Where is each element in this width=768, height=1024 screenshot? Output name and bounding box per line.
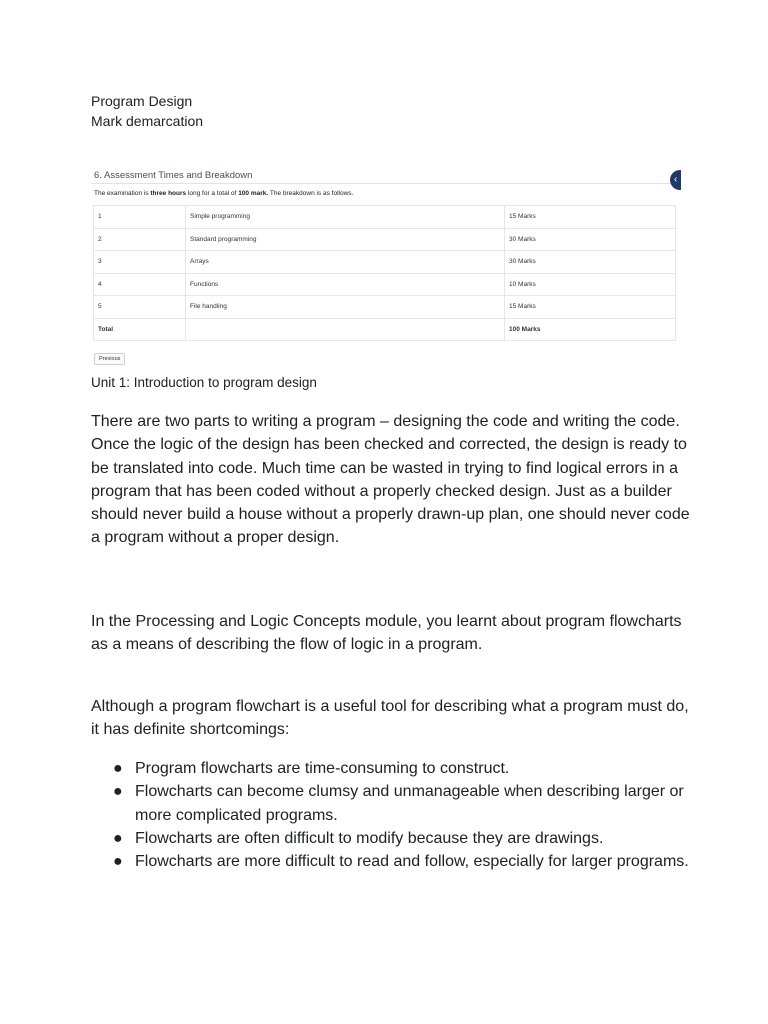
list-item bbox=[91, 850, 691, 873]
paragraph: There are two parts to writing a program – designing the code and writing the code. Once the logic of the design has been checked and corrected, the design is ready to be translated into code. Much time can be wasted in trying to find logical errors in a program that has been coded without a properly checked design. Just as a builder should never build a house without a properly drawn-up plan, one should never code a program without a proper design. bbox=[91, 413, 690, 547]
row-number: 4 bbox=[94, 273, 186, 296]
bullet-icon: ● bbox=[113, 760, 123, 777]
bullet-icon: ● bbox=[113, 783, 123, 801]
table-row bbox=[94, 206, 676, 229]
total-marks: 100 Marks bbox=[505, 318, 676, 341]
row-topic: Functions bbox=[186, 273, 505, 296]
row-number: 5 bbox=[94, 296, 186, 319]
previous-button[interactable]: Previous bbox=[94, 353, 125, 365]
list-item bbox=[91, 827, 691, 850]
table-total-row bbox=[94, 318, 676, 341]
total-topic bbox=[186, 318, 505, 341]
list-item bbox=[91, 780, 691, 827]
table-row bbox=[94, 296, 676, 319]
shortcomings-list bbox=[91, 757, 691, 873]
total-label: Total bbox=[94, 318, 186, 341]
list-item-text: Flowcharts can become clumsy and unmanageable when describing larger or more complicated programs. bbox=[135, 783, 684, 824]
row-marks: 10 Marks bbox=[505, 273, 676, 296]
assessment-screenshot bbox=[91, 169, 681, 369]
row-number: 1 bbox=[94, 206, 186, 229]
row-topic: Simple programming bbox=[186, 206, 505, 229]
row-number: 3 bbox=[94, 251, 186, 274]
collapse-arrow-icon[interactable]: ‹ bbox=[670, 170, 681, 190]
assessment-intro bbox=[94, 190, 353, 197]
intro-duration: three hours bbox=[150, 190, 187, 197]
row-marks: 30 Marks bbox=[505, 251, 676, 274]
table-row bbox=[94, 273, 676, 296]
paragraph: Although a program flowchart is a useful tool for describing what a program must do, it has definite shortcomings: bbox=[91, 698, 689, 739]
document-subtitle: Mark demarcation bbox=[91, 113, 204, 129]
paragraph: In the Processing and Logic Concepts module, you learnt about program flowcharts as a means of describing the flow of logic in a program. bbox=[91, 613, 682, 654]
list-item bbox=[91, 757, 691, 780]
intro-total: 100 mark. bbox=[238, 190, 269, 197]
list-item-text: Flowcharts are often difficult to modify because they are drawings. bbox=[135, 829, 604, 847]
assessment-table bbox=[93, 205, 676, 341]
table-row bbox=[94, 228, 676, 251]
intro-text-2: long for a total of bbox=[186, 190, 239, 197]
assessment-heading: 6. Assessment Times and Breakdown bbox=[94, 170, 253, 181]
row-topic: Standard programming bbox=[186, 228, 505, 251]
table-row bbox=[94, 251, 676, 274]
bullet-icon: ● bbox=[113, 829, 123, 847]
intro-text-3: The breakdown is as follows. bbox=[268, 190, 354, 197]
heading-divider bbox=[91, 183, 675, 184]
list-item-text: Program flowcharts are time-consuming to construct. bbox=[135, 760, 510, 777]
unit-caption: Unit 1: Introduction to program design bbox=[91, 375, 317, 390]
row-topic: Arrays bbox=[186, 251, 505, 274]
document-title: Program Design bbox=[91, 93, 193, 109]
row-marks: 15 Marks bbox=[505, 206, 676, 229]
intro-text-1: The examination is bbox=[94, 190, 151, 197]
row-marks: 30 Marks bbox=[505, 228, 676, 251]
bullet-icon: ● bbox=[113, 853, 123, 871]
row-marks: 15 Marks bbox=[505, 296, 676, 319]
row-topic: File handling bbox=[186, 296, 505, 319]
list-item-text: Flowcharts are more difficult to read and follow, especially for larger programs. bbox=[135, 853, 689, 871]
row-number: 2 bbox=[94, 228, 186, 251]
